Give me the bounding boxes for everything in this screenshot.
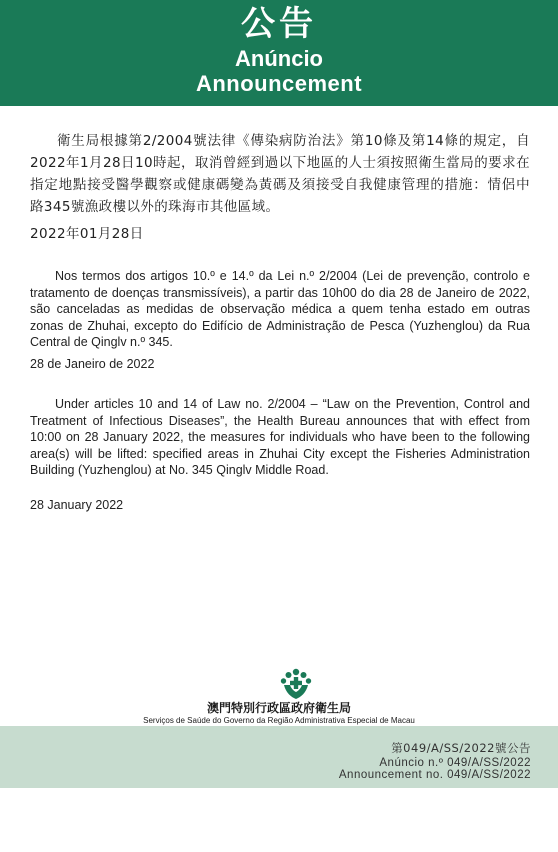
chinese-date: 2022年01月28日 (30, 226, 144, 242)
organization-name-chinese: 澳門特別行政區政府衛生局 (206, 701, 351, 715)
reference-number-chinese: 第049/A/SS/2022號公告 (391, 741, 531, 755)
title-chinese: 公告 (241, 4, 317, 44)
reference-footer (0, 726, 558, 788)
english-paragraph: Under articles 10 and 14 of Law no. 2/2004 – “Law on the Prevention, Control and Treatment of Infectious Diseases”, the Health Bureau announces that with effect from 10:00 on 28 January 2022, the measures for individuals who have been to the following area(s) will be lifted: specified areas in Zhuhai City except the Fisheries Administration Building (Yuzhenglou) at No. 345 Qinglv Middle Road. (30, 397, 530, 477)
portuguese-paragraph: Nos termos dos artigos 10.º e 14.º da Lei n.º 2/2004 (Lei de prevenção, controlo e tratamento de doenças transmissíveis), a partir das 10h00 do dia 28 de Janeiro de 2022, são canceladas as medidas de observação médica a quem tenha estado em outras zonas de Zhuhai, excepto do Edifício de Administração de Pesca (Yuzhenglou) da Rua Central de Qinglv n.º 345. (30, 269, 530, 349)
title-english: Announcement (195, 71, 363, 96)
portuguese-date: 28 de Janeiro de 2022 (30, 357, 155, 371)
english-date: 28 January 2022 (30, 498, 124, 512)
reference-number-english: Announcement no. 049/A/SS/2022 (338, 769, 531, 781)
chinese-paragraph: 衛生局根據第2/2004號法律《傳染病防治法》第10條及第14條的規定，自2022年1月28日10時起，取消曾經到過以下地區的人士須按照衛生當局的要求在指定地點接受醫學觀察或健康碼變為黃碼及須接受自我健康管理的措施：情侶中路345號漁政樓以外的珠海市其他區域。 (30, 133, 530, 215)
title-portuguese: Anúncio (235, 46, 323, 71)
health-bureau-logo-icon (280, 668, 312, 700)
organization-name-portuguese: Serviços de Saúde do Governo da Região Administrativa Especial de Macau (143, 716, 415, 725)
reference-number-portuguese: Anúncio n.º 049/A/SS/2022 (379, 757, 531, 769)
announcement-header (0, 0, 558, 106)
